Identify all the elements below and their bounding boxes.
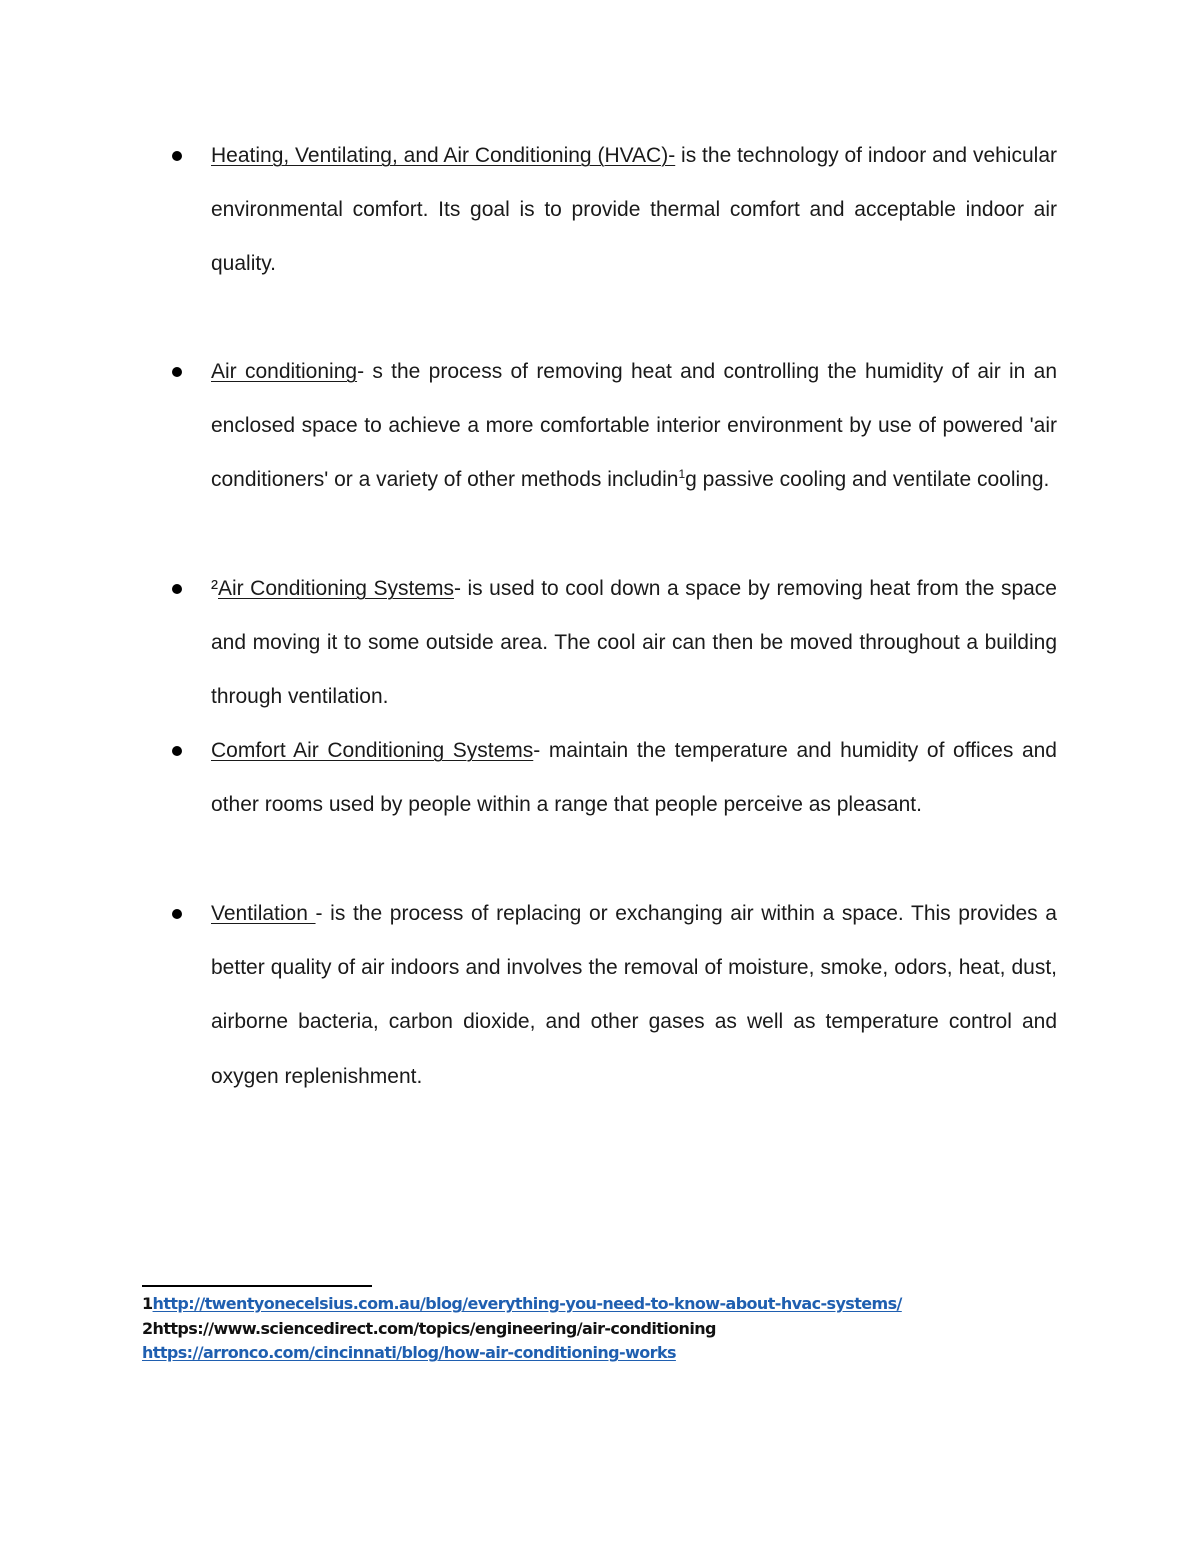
- footnotes: [142, 1292, 1042, 1366]
- definition-text: - s the process of removing heat and controlling the humidity of air in an enclosed space to achieve a more comfortable interior environment by use of powered 'air conditioners' or a variety of other methods includin: [211, 360, 1057, 492]
- footnote-link[interactable]: http://twentyonecelsius.com.au/blog/everything-you-need-to-know-about-hvac-systems/: [152, 1294, 902, 1313]
- definition-item-hvac: [211, 129, 1057, 292]
- footnote-3: [142, 1341, 1042, 1366]
- bullet-icon: [172, 746, 182, 756]
- bullet-icon: [172, 584, 182, 594]
- definition-text-continued: g passive cooling and ventilate cooling.: [685, 468, 1050, 492]
- term-air-conditioning: Air conditioning: [211, 360, 358, 383]
- definition-text: is the technology of indoor and vehicular environmental comfort. Its goal is to provide thermal comfort and acceptable indoor air quality.: [211, 144, 1057, 276]
- definition-item-comfort-systems: [211, 724, 1057, 832]
- term-ventilation: Ventilation: [211, 902, 316, 925]
- footnote-separator: [142, 1285, 372, 1287]
- term-hvac: Heating, Ventilating, and Air Conditioning (HVAC)-: [211, 144, 676, 167]
- definition-text: - is used to cool down a space by removing heat from the space and moving it to some outside area. The cool air can then be moved throughout a building through ventilation.: [211, 577, 1057, 709]
- footnote-number: 2: [142, 1318, 153, 1338]
- footnote-marker: 1: [678, 467, 686, 482]
- footnote-link[interactable]: https://arronco.com/cincinnati/blog/how-air-conditioning-works: [142, 1343, 676, 1363]
- definition-item-air-conditioning-systems: [211, 562, 1057, 725]
- term-air-conditioning-systems: Air Conditioning Systems: [218, 577, 454, 600]
- definition-text: - maintain the temperature and humidity of offices and other rooms used by people within a range that people perceive as pleasant.: [211, 739, 1057, 817]
- bullet-icon: [172, 151, 182, 161]
- definition-text: - is the process of replacing or exchanging air within a space. This provides a better quality of air indoors and involves the removal of moisture, smoke, odors, heat, dust, airborne bacteria, carbon dioxide, and other gases as well as temperature control and oxygen replenishment.: [211, 902, 1057, 1088]
- footnote-text: https://www.sciencedirect.com/topics/engineering/air-conditioning: [152, 1318, 716, 1338]
- footnote-marker: ²: [211, 577, 218, 600]
- footnote-2: [142, 1317, 1042, 1342]
- bullet-icon: [172, 909, 182, 919]
- definition-item-air-conditioning: [211, 345, 1057, 508]
- definition-item-ventilation: [211, 887, 1057, 1104]
- term-comfort-systems: Comfort Air Conditioning Systems: [211, 739, 534, 762]
- bullet-icon: [172, 367, 182, 377]
- footnote-1: [142, 1292, 1042, 1317]
- footnote-number: 1: [142, 1294, 153, 1313]
